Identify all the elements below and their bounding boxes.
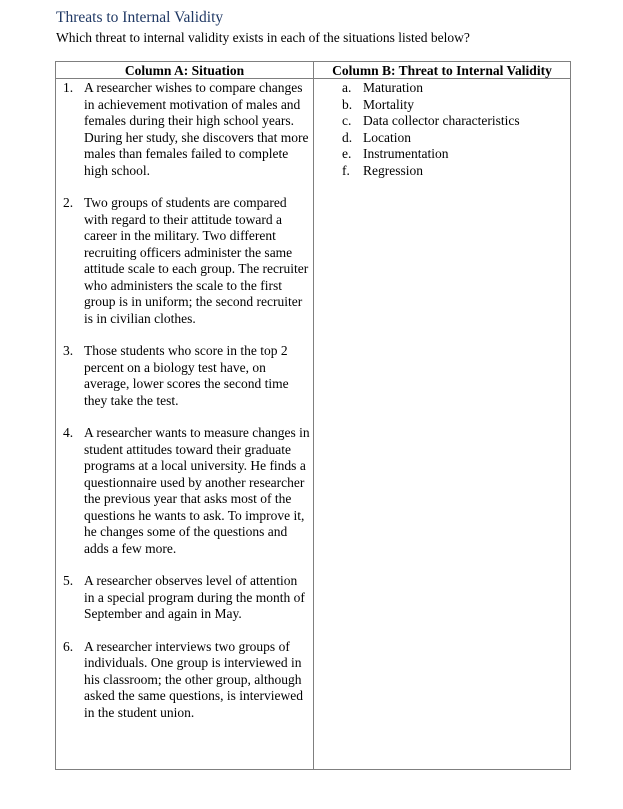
threat-letter: b. — [342, 96, 353, 112]
instructions-text: Which threat to internal validity exists in each of the situations listed below? — [56, 30, 470, 45]
situation-item — [56, 80, 313, 179]
situation-text: A researcher observes level of attention in a special program during the month of September and again in May. — [84, 573, 305, 621]
threat-item — [314, 146, 570, 163]
situation-text: A researcher wishes to compare changes in achievement motivation of males and females during their high school years. During her study, she discovers that more males than females failed to complete high school. — [84, 80, 309, 178]
threat-letter: c. — [342, 113, 352, 128]
threat-item — [314, 80, 570, 97]
threat-label: Instrumentation — [363, 146, 449, 161]
situation-text: Two groups of students are compared with regard to their attitude toward a career in the military. Two different recruiting officers administer the same attitude scale to each group. The recruiter who administers the scale to the first group is in uniform; the second recruiter is in civilian clothes. — [84, 195, 309, 326]
threat-letter: e. — [342, 146, 352, 161]
situation-text: Those students who score in the top 2 percent on a biology test have, on average, lower scores the second time they take the test. — [84, 343, 289, 408]
threat-label: Regression — [363, 162, 423, 178]
situation-item — [56, 639, 313, 722]
situation-item — [56, 425, 313, 557]
situation-item — [56, 195, 313, 327]
threat-label: Mortality — [363, 96, 414, 112]
threat-letter: a. — [342, 80, 352, 95]
threat-letter: d. — [342, 129, 353, 145]
threat-item — [314, 163, 570, 180]
situation-list — [56, 80, 313, 737]
threat-letter: f. — [342, 162, 350, 178]
threat-label: Location — [363, 129, 411, 145]
threat-item — [314, 113, 570, 130]
column-b-header: Column B: Threat to Internal Validity — [332, 63, 552, 78]
situation-number: 4. — [63, 425, 74, 440]
situation-text: A researcher interviews two groups of individuals. One group is interviewed in his classroom; the other group, although asked the same questions, is interviewed in the student union. — [84, 638, 303, 720]
situation-number: 3. — [63, 343, 74, 358]
column-a-header: Column A: Situation — [124, 63, 245, 78]
threat-item — [314, 97, 570, 114]
threat-label: Data collector characteristics — [363, 113, 520, 128]
page-title: Threats to Internal Validity — [56, 9, 224, 26]
situation-item — [56, 573, 313, 623]
matching-table — [55, 61, 571, 770]
situation-number: 1. — [63, 80, 74, 95]
threat-item — [314, 130, 570, 147]
header-divider — [56, 78, 570, 79]
threat-label: Maturation — [363, 80, 423, 95]
threat-list — [314, 80, 570, 179]
situation-number: 5. — [63, 573, 74, 588]
situation-number: 6. — [63, 638, 74, 654]
situation-text: A researcher wants to measure changes in student attitudes toward their graduate programs at a local university. He finds a questionnaire used by another researcher the previous year that asks most of the questions he wants to ask. To improve it, he changes some of the questions and adds a few more. — [84, 425, 310, 556]
situation-item — [56, 343, 313, 409]
situation-number: 2. — [63, 195, 74, 210]
